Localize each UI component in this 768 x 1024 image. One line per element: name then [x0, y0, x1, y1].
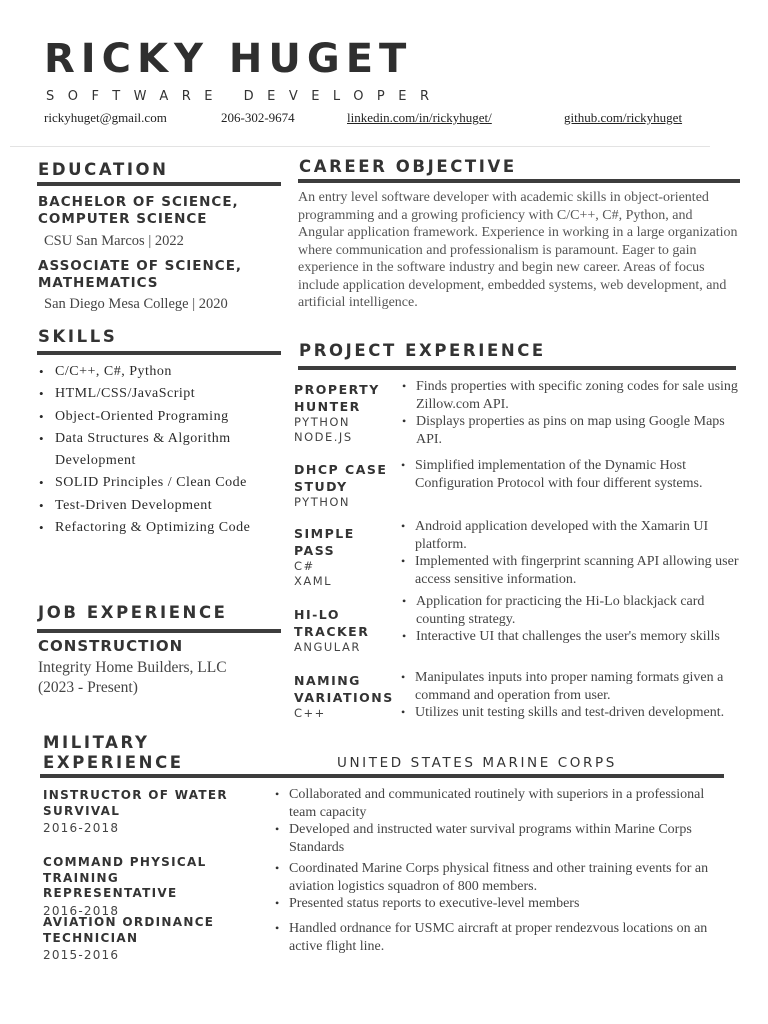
list-item: • Finds properties with specific zoning codes for sale using Zillow.com API.: [401, 378, 741, 413]
job-title-construction: CONSTRUCTION: [38, 637, 184, 655]
skill-item: • C/C++, C#, Python: [38, 361, 278, 383]
role-years: 2016-2018: [43, 821, 120, 835]
role-bullets: [274, 786, 734, 856]
skill-item: • Test-Driven Development: [38, 495, 278, 517]
military-role-ordnance: [43, 915, 243, 962]
skill-item: • Refactoring & Optimizing Code: [38, 517, 278, 539]
education-rule: [37, 182, 281, 186]
role-title: COMMAND PHYSICAL TRAINING REPRESENTATIVE: [43, 855, 207, 900]
military-role-instructor: [43, 788, 243, 835]
project-bullets: [400, 669, 740, 722]
project-tech: PYTHON: [294, 415, 351, 429]
education-heading: EDUCATION: [38, 160, 169, 179]
objective-rule: [298, 179, 740, 183]
skills-list: [38, 361, 278, 539]
job-heading: JOB EXPERIENCE: [38, 603, 228, 622]
project-hi-lo-tracker: [294, 607, 394, 655]
projects-rule: [298, 366, 736, 370]
list-item: • Displays properties as pins on map using Google Maps API.: [401, 413, 741, 448]
project-name: HI-LO TRACKER: [294, 607, 370, 639]
skill-item: • SOLID Principles / Clean Code: [38, 472, 278, 494]
phone-text: 206-302-9674: [221, 110, 295, 125]
list-item: • Developed and instructed water survival programs within Marine Corps Standards: [274, 821, 734, 856]
list-item: • Handled ordnance for USMC aircraft at proper rendezvous locations on an active flight line.: [274, 920, 734, 955]
project-name: DHCP CASE STUDY: [294, 462, 388, 494]
school-csusm: CSU San Marcos | 2022: [44, 233, 184, 249]
project-bullets: [401, 378, 741, 448]
degree-associate: ASSOCIATE OF SCIENCE, MATHEMATICS: [38, 258, 243, 291]
project-tech: C++: [294, 706, 326, 720]
linkedin-link[interactable]: linkedin.com/in/rickyhuget/: [347, 110, 492, 125]
job-rule: [37, 629, 281, 633]
objective-heading: CAREER OBJECTIVE: [299, 157, 517, 176]
skill-item: • HTML/CSS/JavaScript: [38, 383, 278, 405]
list-item: • Coordinated Marine Corps physical fitness and other training events for an aviation logistics squadron of 800 members.: [274, 860, 734, 895]
role-title: AVIATION ORDINANCE TECHNICIAN: [43, 915, 215, 945]
project-dhcp-case-study: [294, 462, 394, 510]
skills-heading: SKILLS: [38, 327, 118, 346]
role-years: 2015-2016: [43, 948, 120, 962]
github-link[interactable]: github.com/rickyhuget: [564, 110, 683, 125]
skills-rule: [37, 351, 281, 355]
project-simple-pass: [294, 526, 394, 589]
project-name: PROPERTY HUNTER: [294, 382, 380, 414]
header-divider: [10, 146, 710, 147]
military-branch: UNITED STATES MARINE CORPS: [337, 755, 617, 771]
skill-item: • Object-Oriented Programing: [38, 406, 278, 428]
project-tech: C#: [294, 559, 315, 573]
list-item: • Collaborated and communicated routinely with superiors in a professional team capacity: [274, 786, 734, 821]
email-text: rickyhuget@gmail.com: [44, 110, 167, 125]
list-item: • Application for practicing the Hi-Lo blackjack card counting strategy.: [401, 593, 741, 628]
list-item: • Presented status reports to executive-level members: [274, 895, 734, 913]
project-name: SIMPLE PASS: [294, 526, 355, 558]
list-item: • Implemented with fingerprint scanning API allowing user access sensitive information.: [400, 553, 742, 588]
military-rule: [40, 774, 724, 778]
military-heading: MILITARY EXPERIENCE: [43, 733, 184, 772]
project-tech: NODE.JS: [294, 430, 353, 444]
role-bullets: [274, 860, 734, 913]
job-company: Integrity Home Builders, LLC: [38, 659, 227, 676]
list-item: • Android application developed with the Xamarin UI platform.: [400, 518, 742, 553]
role-bullets: [274, 920, 734, 955]
project-property-hunter: [294, 382, 394, 445]
list-item: • Utilizes unit testing skills and test-driven development.: [400, 704, 740, 722]
objective-text: An entry level software developer with academic skills in object-oriented programming and a growing proficiency with C/C++, C#, Python, and Angular application framework. Experience in working in a large organization where communication and professionalism is paramount. Eager to gain experience in the software industry and begin new career. Areas of focus include application development, embedded systems, web development, and artificial intelligence.: [298, 190, 738, 310]
role-years: 2016-2018: [43, 903, 120, 918]
project-bullets: [400, 518, 742, 588]
military-role-pt-rep: [43, 855, 258, 918]
list-item: • Manipulates inputs into proper naming formats given a command and operation from user.: [400, 669, 740, 704]
project-tech: XAML: [294, 574, 333, 588]
degree-bachelor: BACHELOR OF SCIENCE, COMPUTER SCIENCE: [38, 194, 239, 227]
list-item: • Interactive UI that challenges the user's memory skills: [401, 628, 741, 646]
project-name: NAMING VARIATIONS: [294, 673, 394, 705]
project-bullets: [400, 457, 740, 492]
list-item: • Simplified implementation of the Dynamic Host Configuration Protocol with four different systems.: [400, 457, 740, 492]
project-bullets: [401, 593, 741, 646]
job-dates: (2023 - Present): [38, 679, 138, 696]
job-title: SOFTWARE DEVELOPER: [46, 89, 443, 104]
project-naming-variations: [294, 673, 398, 721]
role-title: INSTRUCTOR OF WATER SURVIVAL: [43, 788, 228, 818]
skill-item: • Data Structures & Algorithm Development: [38, 428, 278, 473]
school-mesa: San Diego Mesa College | 2020: [44, 296, 228, 312]
candidate-name: RICKY HUGET: [44, 36, 413, 82]
project-tech: PYTHON: [294, 495, 351, 509]
project-tech: ANGULAR: [294, 640, 361, 654]
projects-heading: PROJECT EXPERIENCE: [299, 341, 546, 360]
